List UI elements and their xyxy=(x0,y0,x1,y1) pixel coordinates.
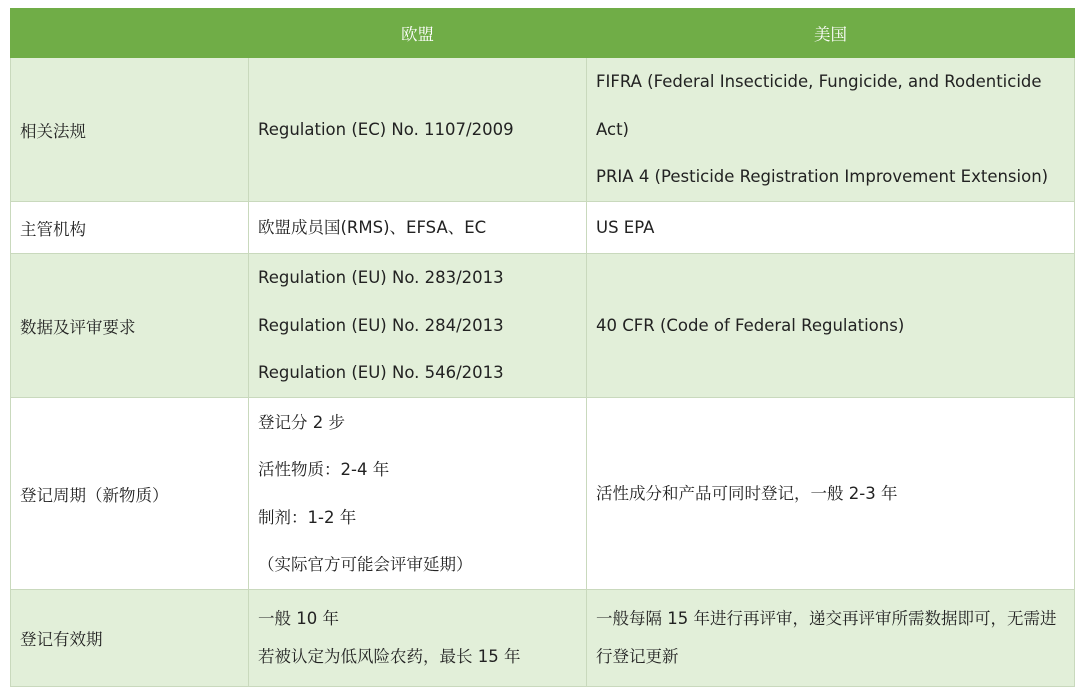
row-label: 主管机构 xyxy=(11,202,249,254)
table-header-row xyxy=(11,9,1075,58)
eu-line: 活性物质：2-4 年 xyxy=(258,460,390,479)
eu-cell xyxy=(249,590,587,687)
table-row xyxy=(11,398,1075,590)
us-cell xyxy=(587,254,1075,398)
eu-cell xyxy=(249,398,587,590)
row-label: 登记有效期 xyxy=(11,590,249,687)
us-cell xyxy=(587,58,1075,202)
eu-line: Regulation (EU) No. 284/2013 xyxy=(258,315,504,335)
table-row xyxy=(11,254,1075,398)
header-us: 美国 xyxy=(587,9,1075,58)
us-line: 40 CFR (Code of Federal Regulations) xyxy=(596,315,905,335)
table-row xyxy=(11,590,1075,687)
eu-cell xyxy=(249,202,587,254)
eu-line: （实际官方可能会评审延期） xyxy=(258,555,473,574)
us-line: FIFRA (Federal Insecticide, Fungicide, and Rodenticide Act) xyxy=(596,72,1042,139)
comparison-table xyxy=(10,8,1075,687)
row-label: 登记周期（新物质） xyxy=(11,398,249,590)
eu-cell xyxy=(249,58,587,202)
eu-cell xyxy=(249,254,587,398)
row-label: 相关法规 xyxy=(11,58,249,202)
us-cell xyxy=(587,590,1075,687)
eu-line: Regulation (EU) No. 283/2013 xyxy=(258,268,504,288)
table-row xyxy=(11,202,1075,254)
us-cell xyxy=(587,398,1075,590)
us-cell xyxy=(587,202,1075,254)
row-label: 数据及评审要求 xyxy=(11,254,249,398)
eu-line: 欧盟成员国(RMS)、EFSA、EC xyxy=(258,217,487,237)
us-line: PRIA 4 (Pesticide Registration Improvement Extension) xyxy=(596,167,1049,187)
eu-line: Regulation (EU) No. 546/2013 xyxy=(258,363,504,383)
table-row xyxy=(11,58,1075,202)
us-line: 活性成分和产品可同时登记，一般 2-3 年 xyxy=(596,483,898,503)
eu-line: 登记分 2 步 xyxy=(258,412,345,432)
header-eu: 欧盟 xyxy=(249,9,587,58)
us-line: 一般每隔 15 年进行再评审，递交再评审所需数据即可，无需进行登记更新 xyxy=(596,609,1057,666)
us-line: US EPA xyxy=(596,217,655,237)
eu-line: Regulation (EC) No. 1107/2009 xyxy=(258,119,514,139)
header-empty-cell xyxy=(11,9,249,58)
eu-line: 制剂：1-2 年 xyxy=(258,507,357,527)
eu-line: 一般 10 年 xyxy=(258,609,339,628)
eu-line: 若被认定为低风险农药，最长 15 年 xyxy=(258,647,521,666)
